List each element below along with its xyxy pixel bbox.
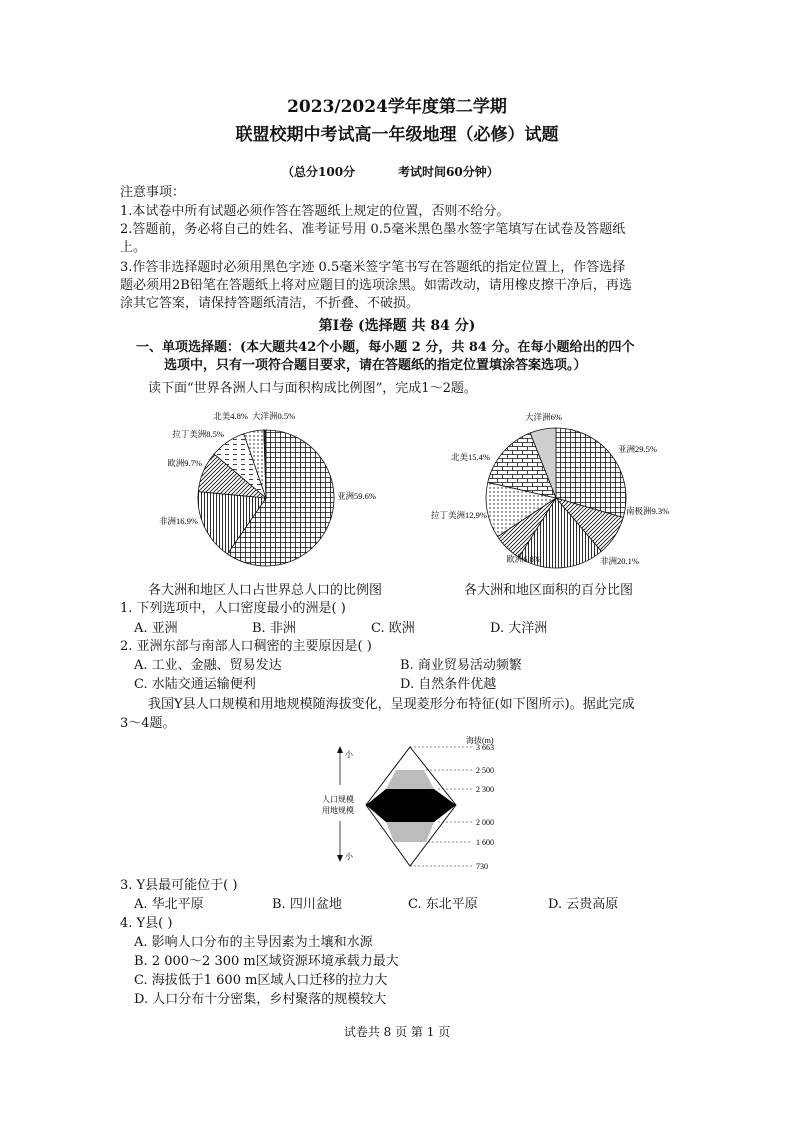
- notice-line: 上。: [120, 240, 147, 255]
- question-3-option-c: C. 东北平原: [408, 897, 478, 912]
- band-2000-1600: [386, 822, 434, 842]
- pie-label-area-2: 非洲20.1%: [600, 556, 639, 566]
- elevation-label: 2 500: [476, 766, 494, 775]
- diagram-intro: 3～4题。: [120, 716, 176, 731]
- elevation-label: 2 000: [476, 818, 494, 827]
- pie-label-population-3: 拉丁美洲8.5%: [172, 429, 224, 439]
- band-2300-2000: [366, 789, 456, 822]
- question-3-option-d: D. 云贵高原: [548, 897, 619, 912]
- question-4-option-c: C. 海拔低于1 600 m区域人口迁移的拉力大: [134, 973, 388, 988]
- diagram-intro: 我国Y县人口规模和用地规模随海拔变化，呈现菱形分布特征(如下图所示)。据此完成: [148, 697, 635, 712]
- pie-label-area-5: 北美15.4%: [451, 452, 490, 462]
- notice-line: 2.答题前，务必将自己的姓名、准考证号用 0.5毫米黑色墨水签字笔填写在试卷及答题纸: [120, 222, 626, 237]
- pie-label-area-0: 亚洲29.5%: [618, 444, 657, 454]
- pie-title-population: 各大洲和地区人口占世界总人口的比例图: [148, 583, 383, 598]
- question-3-option-b: B. 四川盆地: [272, 897, 342, 912]
- side-label-land: 用地规模: [322, 806, 354, 815]
- question-1-option-b: B. 非洲: [252, 621, 296, 636]
- elevation-label: 3 663: [476, 743, 494, 752]
- pie-label-population-1: 非洲16.9%: [159, 516, 198, 526]
- question-4-stem: 4. Y县( ): [120, 916, 173, 931]
- question-2-stem: 2. 亚洲东部与南部人口稠密的主要原因是( ): [120, 639, 372, 654]
- elevation-label: 730: [476, 862, 488, 871]
- question-1-option-a: A. 亚洲: [134, 621, 178, 636]
- time-info: 考试时间60分钟）: [398, 165, 499, 179]
- question-3-option-a: A. 华北平原: [134, 897, 204, 912]
- question-4-option-a: A. 影响人口分布的主导因素为土壤和水源: [134, 935, 373, 950]
- pie-title-area: 各大洲和地区面积的百分比图: [464, 583, 634, 598]
- side-label-population: 人口规模: [322, 795, 354, 804]
- elevation-axis-title: 海拔(m): [466, 736, 494, 745]
- pie-charts: [0, 402, 794, 582]
- elevation-label: 2 300: [476, 785, 494, 794]
- question-4-option-d: D. 人口分布十分密集，乡村聚落的规模较大: [134, 992, 387, 1007]
- question-1-option-c: C. 欧洲: [371, 621, 415, 636]
- arrow-down-icon: [337, 855, 343, 862]
- pie-label-population-5: 大洋洲0.5%: [252, 411, 296, 421]
- notice-line: 3.作答非选择题时必须用黑色字迹 0.5毫米签字笔书写在答题纸的指定位置上，作答选择: [120, 260, 626, 275]
- question-1-option-d: D. 大洋洲: [490, 621, 548, 636]
- elevation-diamond-diagram: [310, 733, 560, 873]
- question-2-option-d: D. 自然条件优越: [400, 677, 497, 692]
- small-top-label: 小: [345, 750, 353, 759]
- question-1-stem: 1. 下列选项中，人口密度最小的洲是( ): [120, 601, 346, 616]
- small-bottom-label: 小: [345, 852, 353, 861]
- exam-title-line1: 2023/2024学年度第二学期: [287, 97, 507, 117]
- pie-label-area-4: 拉丁美洲12.9%: [431, 510, 487, 520]
- elevation-label: 1 600: [476, 838, 494, 847]
- question-2-option-c: C. 水陆交通运输便利: [134, 677, 256, 692]
- score-info: （总分100分: [282, 165, 356, 179]
- question-2-option-b: B. 商业贸易活动频繁: [400, 658, 522, 673]
- pie-label-area-1: 南极洲9.3%: [626, 506, 670, 516]
- question-3-stem: 3. Y县最可能位于( ): [120, 878, 238, 893]
- notice-heading: 注意事项：: [120, 185, 186, 200]
- pie-label-population-0: 亚洲59.6%: [337, 491, 376, 501]
- arrow-up-icon: [337, 746, 343, 753]
- question-4-option-b: B. 2 000～2 300 m区域资源环境承载力最大: [134, 954, 399, 969]
- band-2500-2300: [386, 770, 434, 789]
- pie-label-area-3: 欧洲6.8%: [506, 554, 541, 564]
- pie-label-population-4: 北美4.8%: [213, 411, 248, 421]
- pie-label-population-2: 欧洲9.7%: [167, 458, 202, 468]
- section-instructions: 一、单项选择题：(本大题共42个小题，每小题 2 分，共 84 分。在每小题给出的四个: [136, 340, 635, 355]
- chart-intro: 读下面“世界各洲人口与面积构成比例图”，完成1～2题。: [148, 381, 477, 396]
- section-title: 第Ⅰ卷 (选择题 共 84 分): [318, 318, 476, 334]
- notice-line: 题必须用2B铅笔在答题纸上将对应题目的选项涂黑。如需改动，请用橡皮擦干净后，再选: [120, 278, 632, 293]
- page-footer: 试卷共 8 页 第 1 页: [343, 1025, 451, 1039]
- pie-label-area-6: 大洋洲6%: [525, 412, 562, 422]
- question-2-option-a: A. 工业、金融、贸易发达: [134, 658, 282, 673]
- exam-title-line2: 联盟校期中考试高一年级地理（必修）试题: [235, 125, 559, 145]
- section-instructions: 选项中，只有一项符合题目要求，请在答题纸的指定位置填涂答案选项。）: [164, 358, 587, 373]
- notice-line: 1.本试卷中所有试题必须作答在答题纸上规定的位置，否则不给分。: [120, 204, 510, 219]
- notice-line: 涂其它答案，请保持答题纸清洁，不折叠、不破损。: [120, 296, 420, 311]
